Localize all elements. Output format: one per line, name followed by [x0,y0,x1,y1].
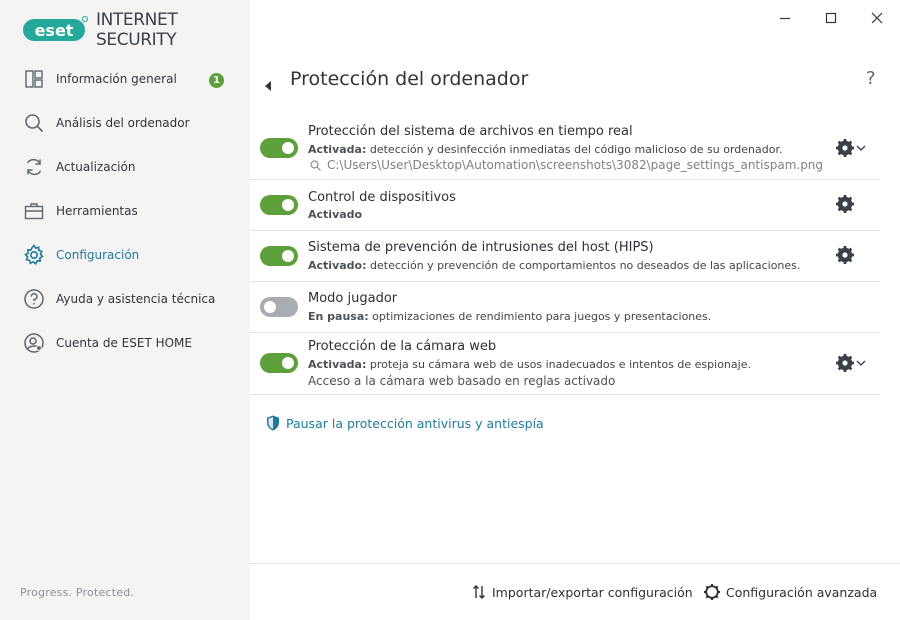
advanced-setup-button[interactable] [704,584,877,600]
back-button[interactable] [264,76,274,86]
svg-text:eset: eset [34,21,74,40]
toggle-knob [264,301,276,313]
search-icon [310,160,321,171]
help-button[interactable]: ? [866,68,876,89]
sidebar-item-eset-home[interactable] [22,330,232,356]
gamer-mode-toggle[interactable] [260,297,298,317]
product-name: INTERNET SECURITY [96,10,178,50]
footer-divider [250,563,900,564]
page-title: Protección del ordenador [290,68,529,90]
eset-logo [22,10,250,50]
setting-row-device-control [250,180,880,231]
webcam-protection-toggle[interactable] [260,353,298,373]
sidebar-item-label: Configuración [56,248,140,262]
setting-row-webcam-protection [250,333,880,395]
setting-title[interactable]: Protección del sistema de archivos en tiempo real [308,124,633,139]
tagline: Progress. Protected. [20,586,135,599]
gear-icon[interactable] [836,354,854,372]
minimize-button[interactable] [762,0,808,36]
setting-row-gamer-mode [250,282,880,333]
close-icon [871,12,883,24]
sidebar [0,0,250,620]
gear-icon [22,243,46,267]
window-controls [762,0,900,36]
shield-icon [266,415,280,431]
sidebar-item-label: Ayuda y asistencia técnica [56,292,216,306]
toggle-knob [282,142,294,154]
overview-icon [22,67,46,91]
setting-description-text: detección y prevención de comportamientos no deseados de las aplicaciones. [370,259,801,272]
setting-description-text: proteja su cámara web de usos inadecuados e intentos de espionaje. [369,358,751,371]
setting-title[interactable]: Sistema de prevención de intrusiones del host (HIPS) [308,240,654,255]
gear-icon[interactable] [836,246,854,264]
back-arrow-icon [264,81,274,91]
gear-icon[interactable] [836,195,854,213]
maximize-button[interactable] [808,0,854,36]
briefcase-icon [22,199,46,223]
setting-description [308,310,711,323]
device-control-toggle[interactable] [260,195,298,215]
hips-toggle[interactable] [260,246,298,266]
toggle-knob [282,199,294,211]
import-export-label: Importar/exportar configuración [492,584,693,600]
setting-title[interactable]: Protección de la cámara web [308,339,497,354]
setting-path [310,158,823,172]
setting-description [308,358,751,371]
gear-icon [704,584,720,600]
sidebar-item-overview[interactable] [22,66,232,92]
setting-description-text: detección y desinfección inmediatas del código malicioso de su ordenador. [369,143,783,156]
toggle-knob [282,250,294,262]
import-export-button[interactable] [472,584,693,600]
help-icon [22,287,46,311]
setting-status: Activada: [308,358,367,371]
setting-status: Activado: [308,259,367,272]
close-button[interactable] [854,0,900,36]
eset-logo-mark [22,16,88,44]
setting-status: Activado [308,208,363,221]
advanced-setup-label: Configuración avanzada [726,584,878,600]
sidebar-item-tools[interactable] [22,198,232,224]
setting-title[interactable]: Modo jugador [308,291,398,306]
setting-row-realtime-protection [250,118,880,180]
import-export-icon [472,584,486,600]
maximize-icon [825,12,837,24]
toggle-knob [282,357,294,369]
sidebar-item-update[interactable] [22,154,232,180]
chevron-down-icon[interactable] [856,143,866,153]
sidebar-item-label: Herramientas [56,204,138,218]
sidebar-item-label: Información general [56,72,177,86]
sidebar-item-label: Cuenta de ESET HOME [56,336,192,350]
sidebar-item-help[interactable] [22,286,232,312]
sidebar-item-computer-scan[interactable] [22,110,232,136]
setting-status: Activada: [308,143,367,156]
sidebar-item-label: Actualización [56,160,136,174]
setting-description-text: optimizaciones de rendimiento para juegos y presentaciones. [372,310,712,323]
chevron-down-icon[interactable] [856,358,866,368]
sidebar-item-setup[interactable] [22,242,232,268]
realtime-protection-toggle[interactable] [260,138,298,158]
search-icon [22,111,46,135]
setting-row-hips [250,231,880,282]
notification-badge: 1 [209,73,224,88]
account-icon [22,331,46,355]
pause-protection-link[interactable] [266,415,544,431]
setting-description [308,143,783,156]
refresh-icon [22,155,46,179]
gear-icon[interactable] [836,139,854,157]
setting-path-text: C:\Users\User\Desktop\Automation\screenshots\3082\page_settings_antispam.png [327,158,824,172]
setting-description [308,259,800,272]
setting-title[interactable]: Control de dispositivos [308,190,456,205]
sidebar-item-label: Análisis del ordenador [56,116,190,130]
pause-link-label: Pausar la protección antivirus y antiespía [286,415,544,431]
setting-extra-info: Acceso a la cámara web basado en reglas activado [308,374,616,388]
setting-status: En pausa: [308,310,369,323]
setting-description [308,208,362,221]
minimize-icon [779,12,791,24]
